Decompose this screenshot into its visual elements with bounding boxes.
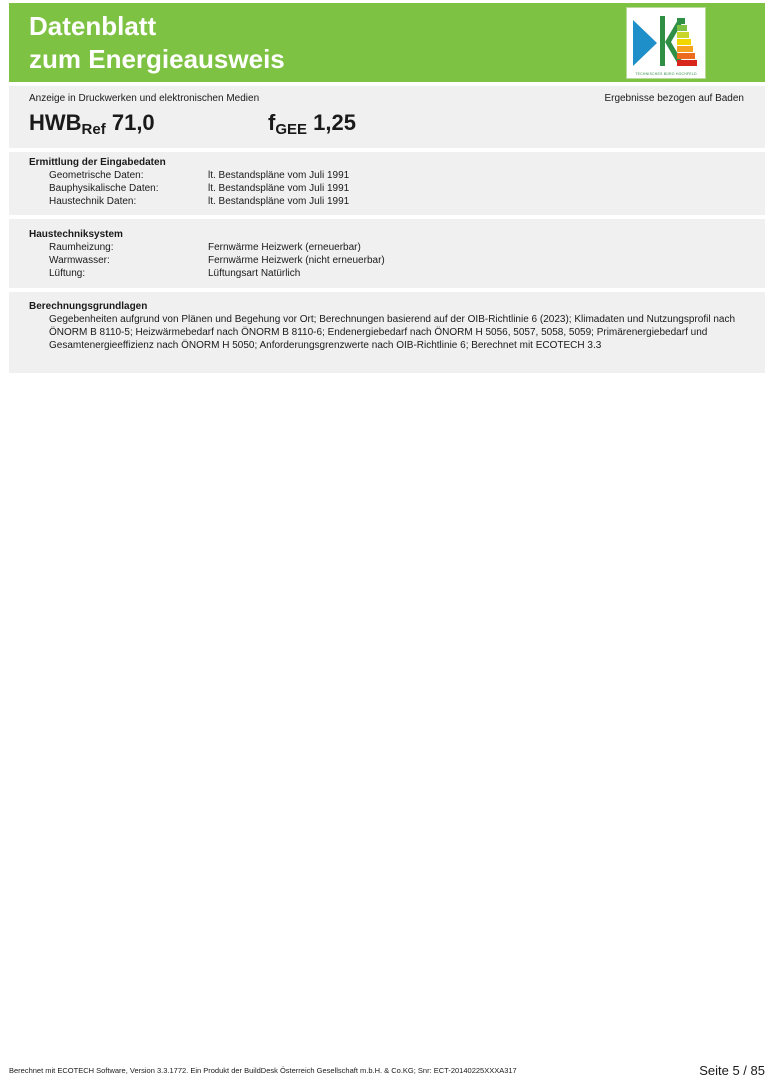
header-banner [9,3,765,82]
grundlagen-title: Berechnungsgrundlagen [29,301,148,312]
haustechnik-row [49,267,301,280]
eingabedaten-row [49,169,350,182]
fgee-label: f [268,110,276,135]
footer-software-note: Berechnet mit ECOTECH Software, Version 3.3.1772. Ein Produkt der BuildDesk Österreich Gesellschaft m.b.H. & Co.KG; Snr: ECT-20140225XXXA317 [9,1066,517,1075]
anzeige-text: Anzeige in Druckwerken und elektronischen Medien [29,93,260,104]
row-label: Haustechnik Daten: [49,196,137,207]
fgee-value [268,109,356,140]
title-line-1: Datenblatt [29,11,157,41]
haustechnik-row [49,254,385,267]
eingabedaten-title: Ermittlung der Eingabedaten [29,157,166,168]
hwb-subscript: Ref [81,121,106,138]
page-number: Seite 5 / 85 [699,1063,765,1078]
row-label: Warmwasser: [49,255,110,266]
row-label: Geometrische Daten: [49,170,144,181]
haustechnik-title: Haustechniksystem [29,229,123,240]
summary-section [9,86,765,148]
row-label: Lüftung: [49,268,86,279]
row-label: Raumheizung: [49,242,114,253]
haustechnik-row [49,241,361,254]
logo-graphic [627,8,705,70]
fgee-subscript: GEE [275,121,308,138]
logo-caption: TECHNISCHES BÜRO HOCHFELD [635,72,697,76]
energy-label-logo-icon [626,7,706,79]
grundlagen-section [9,292,765,373]
row-value: Fernwärme Heizwerk (nicht erneuerbar) [208,255,385,266]
row-label: Bauphysikalische Daten: [49,183,159,194]
bezogen-text: Ergebnisse bezogen auf Baden [604,93,744,104]
haustechnik-section [9,219,765,288]
grundlagen-text: Gegebenheiten aufgrund von Plänen und Begehung vor Ort; Berechnungen basierend auf der OIB-Richtlinie 6 (2023); Klimadaten und Nutzungsprofil nach ÖNORM B 8110-5; Heizwärmebedarf nach ÖNORM B 8110-6; Endenergiebedarf nach ÖNORM H 5056, 5057, 5058, 5059; Primärenergiebedarf und Gesamtenergieeffizienz nach ÖNORM H 5050; Anforderungsgrenzwerte nach OIB-Richtlinie 6; Berechnet mit ECOTECH 3.3 [49,314,736,351]
hwb-label: HWB [29,110,82,135]
fgee-number: 1,25 [313,110,356,135]
row-value: Lüftungsart Natürlich [208,268,301,279]
row-value: lt. Bestandspläne vom Juli 1991 [208,196,350,207]
hwb-number: 71,0 [111,110,155,135]
eingabedaten-row [49,195,350,208]
eingabedaten-section [9,152,765,215]
row-value: lt. Bestandspläne vom Juli 1991 [208,170,350,181]
row-value: lt. Bestandspläne vom Juli 1991 [208,183,350,194]
row-value: Fernwärme Heizwerk (erneuerbar) [208,242,361,253]
hwb-ref-value [29,109,155,140]
title-line-2: zum Energieausweis [29,44,285,74]
page-title [29,10,285,76]
eingabedaten-row [49,182,350,195]
